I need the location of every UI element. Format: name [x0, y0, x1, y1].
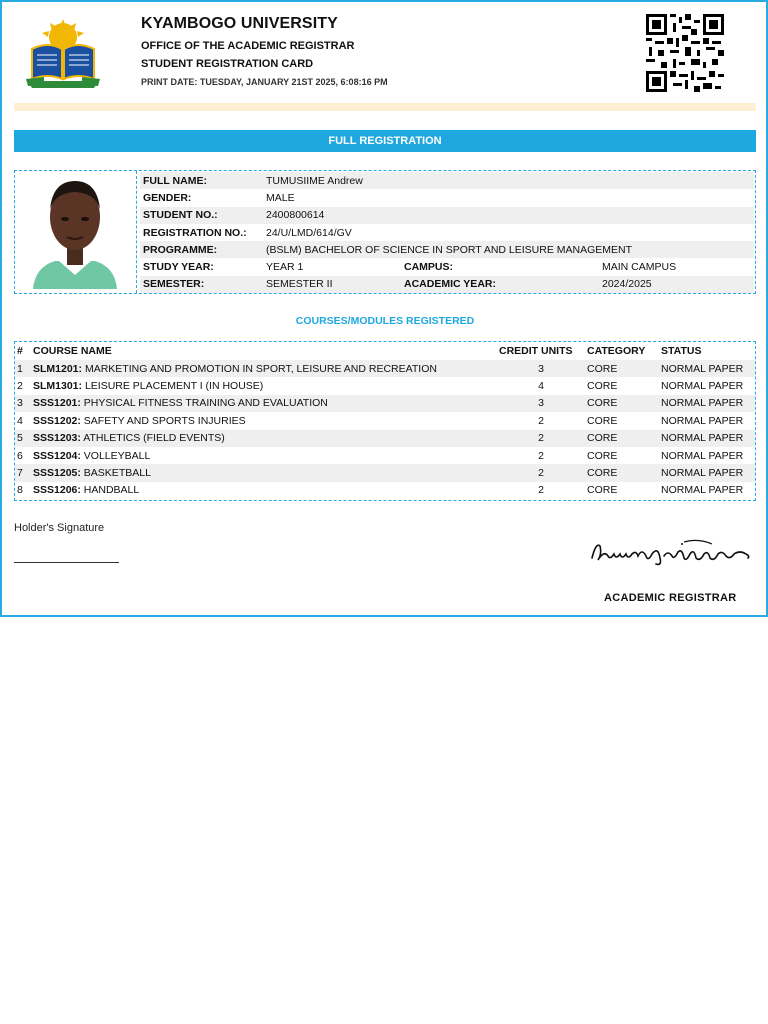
info-row: [140, 224, 754, 241]
course-credit-units: 4: [538, 380, 544, 393]
campus-value: MAIN CAMPUS: [602, 261, 677, 274]
reg-no-label: REGISTRATION NO.:: [143, 226, 247, 239]
course-name: [31, 395, 497, 412]
gender-label: GENDER:: [143, 191, 192, 204]
course-number: 3: [15, 395, 31, 412]
course-name: [31, 447, 497, 464]
course-name: [31, 482, 497, 499]
university-name: KYAMBOGO UNIVERSITY: [141, 15, 338, 32]
course-row: [15, 360, 755, 377]
course-row: [15, 412, 755, 429]
semester-value: SEMESTER II: [263, 276, 401, 293]
programme-value: (BSLM) BACHELOR OF SCIENCE IN SPORT AND LEISURE MANAGEMENT: [263, 241, 754, 258]
course-title: VOLLEYBALL: [83, 449, 151, 462]
course-number: 6: [17, 449, 23, 462]
course-status: NORMAL PAPER: [661, 484, 744, 497]
courses-header-row: [15, 342, 755, 360]
col-credit-units-header: CREDIT UNITS: [499, 345, 573, 357]
course-category: CORE: [585, 395, 659, 412]
course-name: [31, 412, 497, 429]
course-credit-units: 2: [497, 430, 585, 447]
course-credit-units: 3: [497, 360, 585, 377]
course-code: SSS1204:: [33, 449, 81, 462]
course-status: NORMAL PAPER: [661, 380, 744, 393]
col-number-header: #: [17, 345, 23, 357]
course-row: [15, 482, 755, 499]
study-year-label: STUDY YEAR:: [143, 261, 214, 274]
full-name-value: TUMUSIIME Andrew: [263, 172, 754, 189]
course-title: HANDBALL: [83, 484, 140, 497]
course-category: CORE: [587, 414, 618, 427]
qr-code-icon: [646, 14, 724, 92]
course-row: [15, 447, 755, 464]
academic-year-label: ACADEMIC YEAR:: [401, 276, 599, 293]
course-status: NORMAL PAPER: [659, 395, 755, 412]
col-category-header: CATEGORY: [587, 345, 646, 357]
course-category: CORE: [585, 360, 659, 377]
course-category: CORE: [587, 484, 618, 497]
semester-label: SEMESTER:: [140, 276, 263, 293]
academic-registrar-title: ACADEMIC REGISTRAR: [604, 592, 737, 604]
course-status: NORMAL PAPER: [659, 430, 755, 447]
programme-label: PROGRAMME:: [140, 241, 263, 258]
course-credit-units: 2: [538, 484, 544, 497]
student-no-value: 2400800614: [263, 207, 754, 224]
course-credit-units: 3: [497, 395, 585, 412]
student-photo: [29, 175, 121, 289]
course-credit-units: 2: [497, 464, 585, 481]
reg-no-value: 24/U/LMD/614/GV: [266, 226, 352, 239]
course-row: [15, 395, 755, 412]
holder-signature-label: Holder's Signature: [14, 522, 105, 534]
course-code: SLM1301:: [33, 380, 83, 393]
course-number: 1: [15, 360, 31, 377]
print-date: PRINT DATE: TUESDAY, JANUARY 21ST 2025, 6:08:16 PM: [141, 77, 388, 87]
course-category: CORE: [587, 380, 618, 393]
info-row: [140, 276, 754, 293]
holder-signature-line: [14, 562, 119, 563]
course-name: [31, 430, 497, 447]
course-title: BASKETBALL: [83, 467, 151, 480]
course-row: [15, 430, 755, 447]
courses-section: [14, 341, 756, 501]
courses-heading: COURSES/MODULES REGISTERED: [295, 315, 475, 327]
photo-cell: [15, 171, 137, 293]
course-name: [31, 377, 497, 394]
info-row: [140, 241, 754, 258]
registration-type-banner: FULL REGISTRATION: [14, 130, 756, 152]
course-number: 2: [17, 380, 23, 393]
course-category: CORE: [585, 464, 659, 481]
course-number: 5: [15, 430, 31, 447]
course-status: NORMAL PAPER: [659, 464, 755, 481]
full-name-label: FULL NAME:: [140, 172, 263, 189]
student-info-table: [140, 172, 754, 293]
student-no-label: STUDENT NO.:: [140, 207, 263, 224]
info-row: [140, 207, 754, 224]
info-row: [140, 172, 754, 189]
course-code: SSS1206:: [33, 484, 81, 497]
courses-table: [15, 342, 755, 499]
course-title: MARKETING AND PROMOTION IN SPORT, LEISURE AND RECREATION: [84, 362, 437, 375]
header-divider: [14, 103, 756, 111]
info-row: [140, 189, 754, 206]
course-status: NORMAL PAPER: [659, 360, 755, 377]
course-code: SSS1202:: [33, 414, 81, 427]
course-category: CORE: [587, 449, 618, 462]
office-title: OFFICE OF THE ACADEMIC REGISTRAR: [141, 40, 355, 52]
course-row: [15, 464, 755, 481]
course-code: SSS1205:: [33, 467, 81, 480]
course-number: 4: [17, 414, 23, 427]
course-number: 7: [15, 464, 31, 481]
university-crest-icon: [24, 19, 102, 89]
card-title: STUDENT REGISTRATION CARD: [141, 58, 314, 70]
course-category: CORE: [585, 430, 659, 447]
course-title: ATHLETICS (FIELD EVENTS): [83, 432, 225, 445]
course-code: SLM1201:: [33, 362, 83, 375]
course-title: LEISURE PLACEMENT I (IN HOUSE): [84, 380, 264, 393]
course-status: NORMAL PAPER: [661, 414, 744, 427]
gender-value: MALE: [266, 191, 295, 204]
course-status: NORMAL PAPER: [661, 449, 744, 462]
course-title: PHYSICAL FITNESS TRAINING AND EVALUATION: [83, 397, 328, 410]
col-status-header: STATUS: [661, 345, 702, 357]
col-course-name-header: COURSE NAME: [33, 345, 112, 357]
course-credit-units: 2: [538, 449, 544, 462]
course-number: 8: [17, 484, 23, 497]
info-row: [140, 258, 754, 275]
student-details: [14, 170, 756, 294]
course-code: SSS1203:: [33, 432, 81, 445]
course-code: SSS1201:: [33, 397, 81, 410]
study-year-value: YEAR 1: [266, 261, 304, 274]
course-row: [15, 377, 755, 394]
registrar-signature: [588, 536, 754, 568]
course-credit-units: 2: [538, 414, 544, 427]
course-title: SAFETY AND SPORTS INJURIES: [83, 414, 246, 427]
academic-year-value: 2024/2025: [599, 276, 754, 293]
course-name: [31, 360, 497, 377]
course-name: [31, 464, 497, 481]
campus-label: CAMPUS:: [404, 261, 453, 274]
